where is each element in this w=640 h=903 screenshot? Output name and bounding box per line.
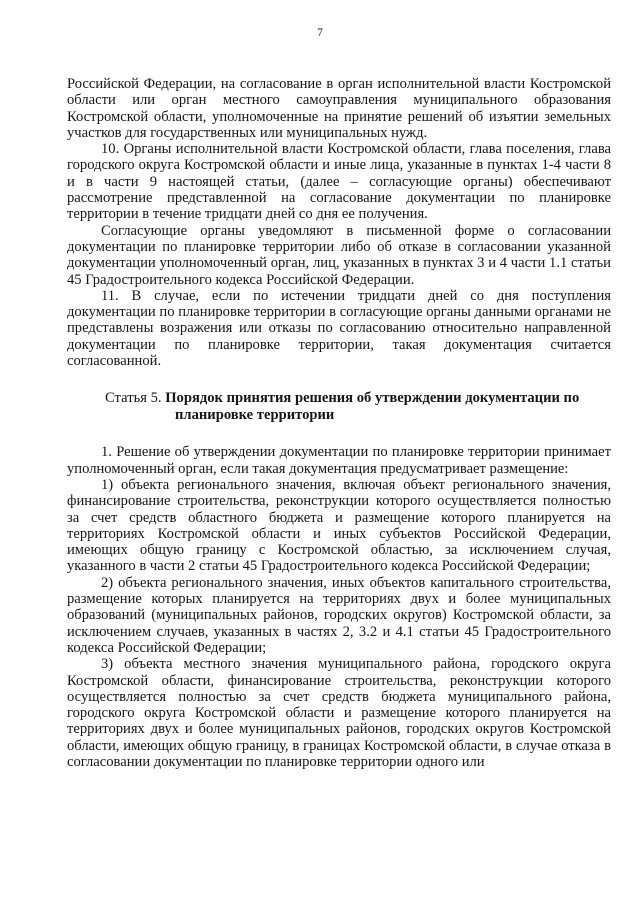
article-title-line2: планировке территории: [175, 407, 335, 424]
paragraph-subitem-3: 3) объекта местного значения муниципального района, городского округа Костромской области, финансирование строительства, реконструкции которого осуществляется полностью за счет средств бюджета муниципального района, городского округа Костромской области и размещение которого планируется на территориях двух и более муниципальных районов, городских округов Костромской области, имеющих общую границу, в границах Костромской области, в случае отказа в согласовании документации по планировке территории одного или: [67, 656, 611, 770]
article-title-line1: Порядок принятия решения об утверждении документации по: [165, 390, 580, 407]
paragraph-subitem-2: 2) объекта регионального значения, иных объектов капитального строительства, размещение которых планируется на территориях двух и более муниципальных образований (муниципальных районов, городских округов) Костромской области, за исключением случаев, указанных в частях 2, 3.2 и 4.1 статьи 45 Градостроительного кодекса Российской Федерации;: [67, 574, 611, 656]
paragraph-subitem-1: 1) объекта регионального значения, включая объект регионального значения, финансирование строительства, реконструкции которого осуществляется полностью за счет средств областного бюджета и размещение которого планируется на территориях Костромской области и иных субъектов Российской Федерации, имеющих общую границу с Костромской областью, за исключением случая, указанного в части 2 статьи 45 Градостроительного кодекса Российской Федерации;: [67, 476, 611, 575]
paragraph-item-10: 10. Органы исполнительной власти Костромской области, глава поселения, глава городского округа Костромской области и иные лица, указанные в пунктах 1-4 части 8 и в части 9 настоящей статьи, (далее – согласующие органы) обеспечивают рассмотрение представленной на согласование документации по планировке территории в течение тридцати дней со дня ее получения.: [67, 141, 611, 223]
paragraph-item-11: 11. В случае, если по истечении тридцати дней со дня поступления документации по планировке территории в согласующие органы данными органами не представлены возражения или отказы по согласованию относительно направленной документации по планировке территории, такая документация считается согласованной.: [67, 287, 611, 370]
paragraph-item-1: 1. Решение об утверждении документации по планировке территории принимает уполномоченный орган, если такая документация предусматривает размещение:: [67, 444, 611, 477]
article-heading: [67, 390, 611, 424]
document-body: [67, 76, 611, 770]
page-number: 7: [317, 27, 323, 39]
paragraph-continuation: Российской Федерации, на согласование в орган исполнительной власти Костромской области или орган местного самоуправления муниципального образования Костромской области, уполномоченные на принятие решений об изъятии земельных участков для государственных или муниципальных нужд.: [67, 76, 611, 141]
article-label: Статья 5.: [105, 390, 162, 407]
paragraph-notification: Согласующие органы уведомляют в письменной форме о согласовании документации по планировке территории либо об отказе в согласовании указанной документации уполномоченный орган, лиц, указанных в пунктах 3 и 4 части 1.1 статьи 45 Градостроительного кодекса Российской Федерации.: [67, 222, 611, 288]
